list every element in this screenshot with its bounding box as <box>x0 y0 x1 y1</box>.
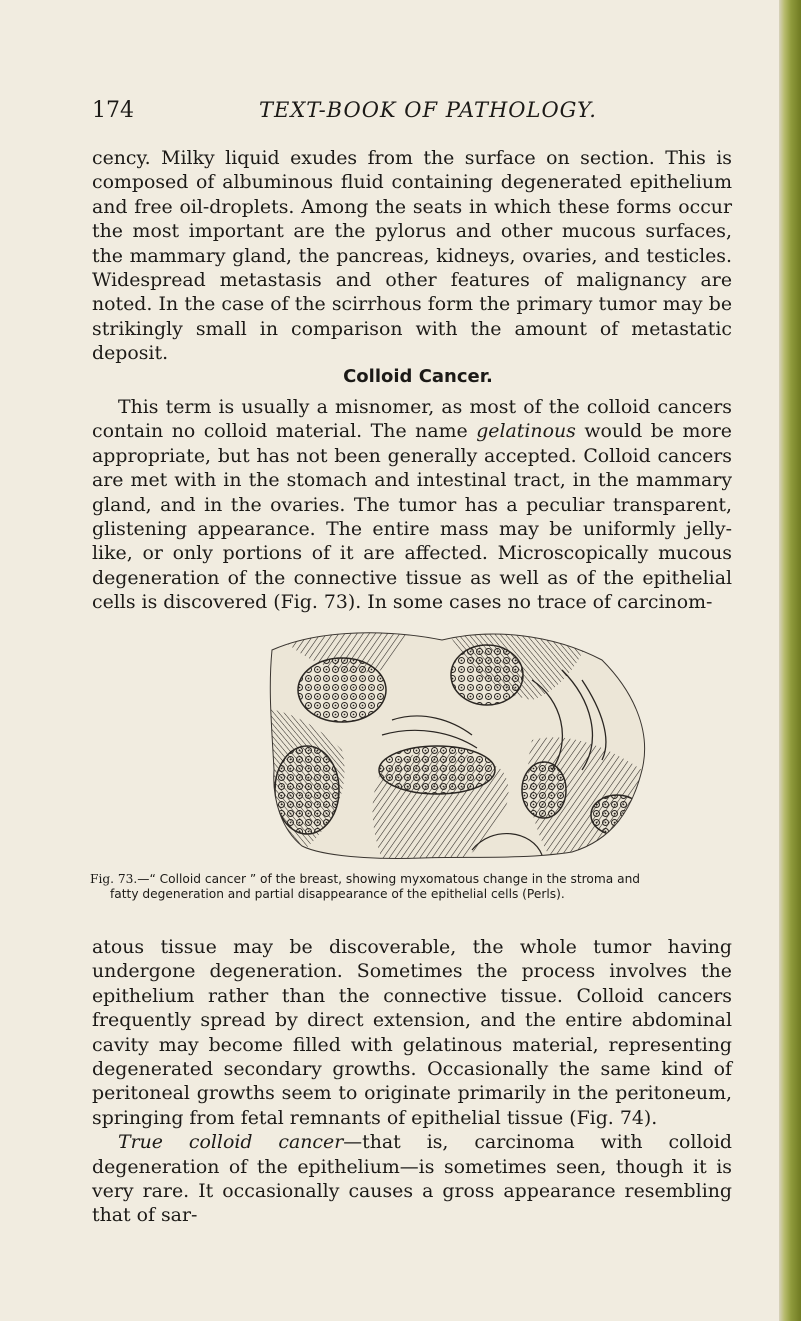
figure-73-illustration <box>232 620 672 860</box>
caption-line-2: fatty degeneration and partial disappearance of the epithelial cells (Perls). <box>110 887 565 901</box>
caption-line-1 <box>90 872 740 887</box>
paragraph-2-before: This term is usually a misnomer, as most of the colloid cancers contain no colloid material. The name <box>92 396 732 443</box>
paragraph-4-emphasis: True colloid cancer <box>118 1131 344 1154</box>
paragraph-2 <box>92 395 732 615</box>
paragraph-2-text <box>92 395 732 615</box>
running-title: TEXT-BOOK OF PATHOLOGY. <box>259 98 597 122</box>
section-heading: Colloid Cancer. <box>343 366 493 387</box>
paragraph-4 <box>92 1130 732 1228</box>
paragraph-3-text: atous tissue may be discoverable, the whole tumor having undergone degeneration. Sometimes the process involves the epithelium rather than the connective tissue. Colloid cancers frequently spread by direct extension, and the entire abdominal cavity may become filled with gelatinous material, representing degenerated secondary growths. Occasionally the same kind of peritoneal growths seem to originate primarily in the peritoneum, springing from fetal remnants of epithelial tissue (Fig. 74). <box>92 936 732 1129</box>
paragraph-4-text: —that is, carcinoma with colloid degeneration of the epithelium—is sometimes seen, though it is very rare. It occasionally causes a gross appearance resembling that of sar- <box>92 1131 733 1227</box>
page-edge <box>779 0 801 1321</box>
page-header <box>78 98 758 126</box>
figure-caption <box>90 872 740 902</box>
histology-engraving <box>232 620 672 860</box>
paragraph-1-text: cency. Milky liquid exudes from the surface on section. This is composed of albuminous fluid containing degenerated epithelium and free oil-droplets. Among the seats in which these forms occur the most important are the pylorus and other mucous surfaces, the mammary gland, the pancreas, kidneys, ovaries, and testicles. Widespread metastasis and other features of malignancy are noted. In the case of the scirrhous form the primary tumor may be strikingly small in comparison with the amount of metastatic deposit. <box>92 147 732 365</box>
paragraph-2-emphasis: gelatinous <box>476 420 576 443</box>
caption-label: Fig. 73. <box>90 872 138 886</box>
page-number: 174 <box>92 98 134 123</box>
paragraph-1 <box>92 146 732 366</box>
paragraph-3 <box>92 935 732 1228</box>
caption-text-1: —“ Colloid cancer ” of the breast, showing myxomatous change in the stroma and <box>137 872 641 886</box>
paragraph-2-after: would be more appropriate, but has not been generally accepted. Colloid cancers are met with in the stomach and intestinal tract, in the mammary gland, and in the ovaries. The tumor has a peculiar transparent, glistening appearance. The entire mass may be uniformly jelly-like, or only portions of it are affected. Microscopically mucous degeneration of the connective tissue as well as of the epithelial cells is discovered (Fig. 73). In some cases no trace of carcinom- <box>92 420 732 614</box>
